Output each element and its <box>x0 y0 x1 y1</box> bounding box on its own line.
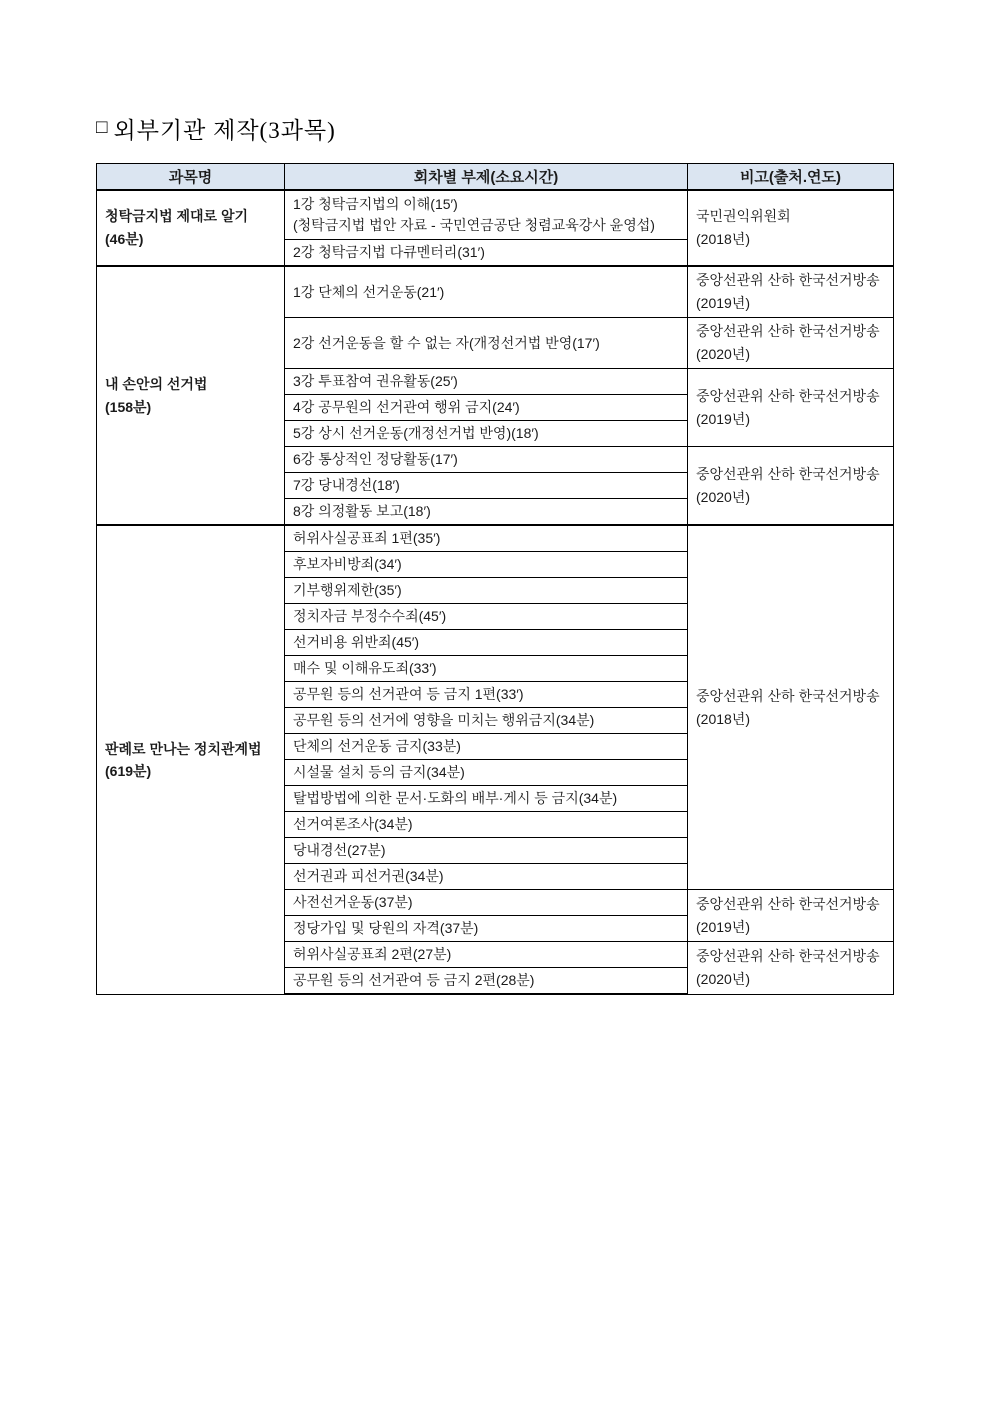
table-row <box>97 525 894 552</box>
cell-text-line: 공무원 등의 선거에 영향을 미치는 행위금지(34분) <box>293 712 595 729</box>
course-table-header <box>97 164 894 190</box>
cell-text-line: 탈법방법에 의한 문서·도화의 배부·게시 등 금지(34분) <box>293 790 618 807</box>
cell-text-line: (2019년) <box>696 410 750 427</box>
lesson-cell <box>285 473 688 499</box>
cell-text-line: 중앙선관위 산하 한국선거방송 <box>696 387 880 404</box>
cell-text-line: 내 손안의 선거법 <box>105 376 208 393</box>
cell-text-line: (청탁금지법 법안 자료 - 국민연금공단 청렴교육강사 윤영섭) <box>293 216 655 233</box>
cell-text-line: (2018년) <box>696 710 750 727</box>
remark-cell <box>688 890 894 942</box>
table-row <box>97 266 894 318</box>
cell-text-line: 8강 의정활동 보고(18′) <box>293 503 431 520</box>
header-row <box>97 164 894 190</box>
cell-text-line: (2018년) <box>696 230 750 247</box>
remark-cell <box>688 942 894 995</box>
lesson-cell <box>285 786 688 812</box>
cell-text-line: (2020년) <box>696 971 750 988</box>
lesson-cell <box>285 682 688 708</box>
header-remark: 비고(출처.연도) <box>688 164 894 190</box>
cell-text-line: 단체의 선거운동 금지(33분) <box>293 738 461 755</box>
cell-text-line: (2020년) <box>696 488 750 505</box>
remark-cell <box>688 190 894 267</box>
lesson-cell <box>285 318 688 369</box>
lesson-cell <box>285 447 688 473</box>
lesson-cell <box>285 525 688 552</box>
cell-text-line: 선거권과 피선거권(34분) <box>293 868 444 885</box>
lesson-cell <box>285 190 688 240</box>
lesson-cell <box>285 890 688 916</box>
lesson-cell <box>285 968 688 995</box>
lesson-cell <box>285 734 688 760</box>
cell-text-line: 중앙선관위 산하 한국선거방송 <box>696 948 880 965</box>
subject-cell <box>97 190 285 267</box>
subject-cell <box>97 525 285 994</box>
subject-cell <box>97 266 285 525</box>
cell-text-line: 중앙선관위 산하 한국선거방송 <box>696 323 880 340</box>
remark-cell <box>688 525 894 890</box>
remark-cell <box>688 266 894 318</box>
lesson-cell <box>285 760 688 786</box>
cell-text-line: 5강 상시 선거운동(개정선거법 반영)(18′) <box>293 425 539 442</box>
cell-text-line: 2강 선거운동을 할 수 없는 자(개정선거법 반영(17′) <box>293 334 600 351</box>
lesson-cell <box>285 916 688 942</box>
lesson-cell <box>285 552 688 578</box>
page-title <box>96 112 896 145</box>
cell-text-line: 국민권익위원회 <box>696 207 791 224</box>
cell-text-line: 사전선거운동(37분) <box>293 894 413 911</box>
cell-text-line: 2강 청탁금지법 다큐멘터리(31′) <box>293 244 485 260</box>
square-bullet-icon: □ <box>96 116 109 138</box>
lesson-cell <box>285 604 688 630</box>
course-table-body <box>97 190 894 995</box>
cell-text-line: 청탁금지법 제대로 알기 <box>105 208 249 225</box>
lesson-cell <box>285 630 688 656</box>
cell-text-line: (158분) <box>105 398 152 415</box>
lesson-cell <box>285 656 688 682</box>
cell-text-line: (2019년) <box>696 918 750 935</box>
page-title-text: 외부기관 제작(3과목) <box>113 118 336 143</box>
lesson-cell <box>285 395 688 421</box>
cell-text-line: 1강 청탁금지법의 이해(15′) <box>293 195 458 212</box>
remark-cell <box>688 369 894 447</box>
header-lesson: 회차별 부제(소요시간) <box>285 164 688 190</box>
cell-text-line: 중앙선관위 산하 한국선거방송 <box>696 272 880 288</box>
cell-text-line: 4강 공무원의 선거관여 행위 금지(24′) <box>293 399 520 416</box>
lesson-cell <box>285 812 688 838</box>
cell-text-line: 판례로 만나는 정치관계법 <box>105 740 262 757</box>
cell-text-line: 후보자비방죄(34′) <box>293 556 402 573</box>
cell-text-line: 중앙선관위 산하 한국선거방송 <box>696 465 880 482</box>
cell-text-line: 당내경선(27분) <box>293 842 386 859</box>
lesson-cell <box>285 266 688 318</box>
lesson-cell <box>285 708 688 734</box>
cell-text-line: 3강 투표참여 권유활동(25′) <box>293 373 458 390</box>
cell-text-line: 7강 당내경선(18′) <box>293 477 400 494</box>
remark-cell <box>688 318 894 369</box>
cell-text-line: 시설물 설치 등의 금지(34분) <box>293 764 465 781</box>
lesson-cell <box>285 499 688 526</box>
cell-text-line: 공무원 등의 선거관여 등 금지 2편(28분) <box>293 972 535 989</box>
lesson-cell <box>285 578 688 604</box>
content-area <box>96 112 896 995</box>
cell-text-line: 기부행위제한(35′) <box>293 582 402 599</box>
cell-text-line: 허위사실공표죄 1편(35′) <box>293 530 441 547</box>
cell-text-line: 정치자금 부정수수죄(45′) <box>293 608 447 625</box>
header-subject: 과목명 <box>97 164 285 190</box>
cell-text-line: 선거비용 위반죄(45′) <box>293 634 420 651</box>
lesson-cell <box>285 864 688 890</box>
cell-text-line: 정당가입 및 당원의 자격(37분) <box>293 920 479 937</box>
lesson-cell <box>285 942 688 968</box>
cell-text-line: 중앙선관위 산하 한국선거방송 <box>696 687 880 704</box>
cell-text-line: 중앙선관위 산하 한국선거방송 <box>696 895 880 912</box>
cell-text-line: 6강 통상적인 정당활동(17′) <box>293 451 458 468</box>
cell-text-line: (46분) <box>105 230 144 247</box>
cell-text-line: (2020년) <box>696 346 750 363</box>
lesson-cell <box>285 421 688 447</box>
lesson-cell <box>285 240 688 267</box>
remark-cell <box>688 447 894 526</box>
cell-text-line: 허위사실공표죄 2편(27분) <box>293 946 452 963</box>
course-table <box>96 163 894 995</box>
lesson-cell <box>285 838 688 864</box>
cell-text-line: 1강 단체의 선거운동(21′) <box>293 283 445 300</box>
cell-text-line: 선거여론조사(34분) <box>293 816 413 833</box>
cell-text-line: 매수 및 이해유도죄(33′) <box>293 660 437 677</box>
lesson-cell <box>285 369 688 395</box>
table-row <box>97 190 894 240</box>
cell-text-line: (2019년) <box>696 295 750 312</box>
cell-text-line: 공무원 등의 선거관여 등 금지 1편(33′) <box>293 686 524 703</box>
cell-text-line: (619분) <box>105 763 152 780</box>
